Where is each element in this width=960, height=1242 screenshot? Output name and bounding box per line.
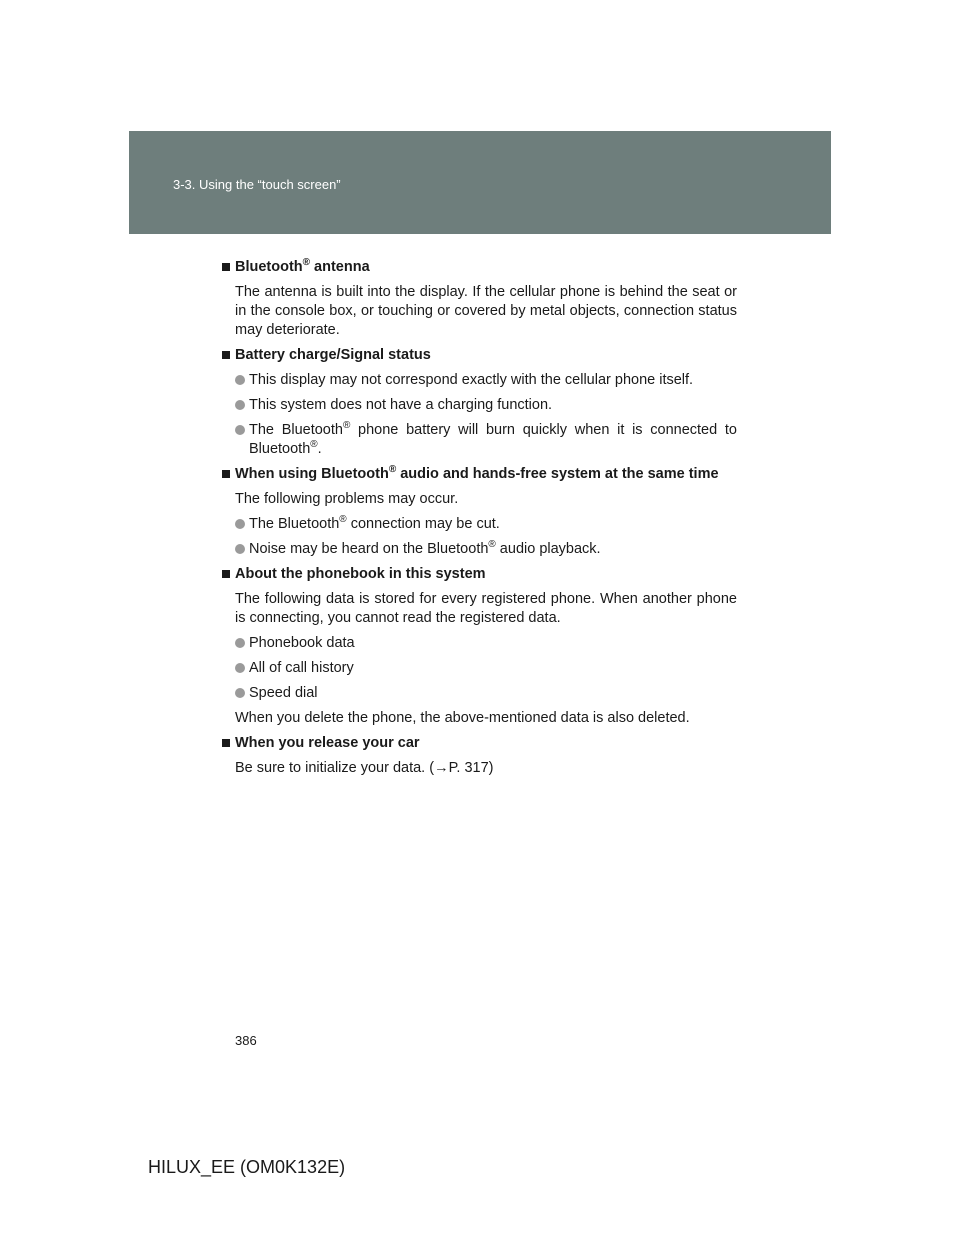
paragraph: Be sure to initialize your data. (→P. 317) bbox=[235, 760, 494, 776]
circle-bullet-icon bbox=[235, 519, 245, 529]
page-content bbox=[222, 258, 737, 784]
section-title-simultaneous-use: When using Bluetooth® audio and hands-free system at the same time bbox=[222, 465, 737, 484]
bullet-item: The Bluetooth® connection may be cut. bbox=[235, 515, 737, 534]
circle-bullet-icon bbox=[235, 544, 245, 554]
bullet-item: Speed dial bbox=[235, 684, 737, 703]
circle-bullet-icon bbox=[235, 688, 245, 698]
section-title-battery-signal: Battery charge/Signal status bbox=[222, 346, 737, 365]
page-number: 386 bbox=[235, 1033, 257, 1048]
square-bullet-icon bbox=[222, 351, 230, 359]
square-bullet-icon bbox=[222, 739, 230, 747]
paragraph: The antenna is built into the display. If the cellular phone is behind the seat or in the console box, or touching or covered by metal objects, connection status may deteriorate. bbox=[235, 284, 737, 338]
section-title-bluetooth-antenna: Bluetooth® antenna bbox=[222, 258, 737, 277]
bullet-item: Noise may be heard on the Bluetooth® audio playback. bbox=[235, 540, 737, 559]
bullet-item: Phonebook data bbox=[235, 634, 737, 653]
paragraph: The following data is stored for every registered phone. When another phone is connecting, you cannot read the registered data. bbox=[235, 591, 737, 626]
bullet-item: This display may not correspond exactly with the cellular phone itself. bbox=[235, 371, 737, 390]
square-bullet-icon bbox=[222, 570, 230, 578]
circle-bullet-icon bbox=[235, 638, 245, 648]
section-header-bar bbox=[129, 131, 831, 234]
bullet-item: This system does not have a charging function. bbox=[235, 396, 737, 415]
bullet-item: All of call history bbox=[235, 659, 737, 678]
document-code: HILUX_EE (OM0K132E) bbox=[148, 1157, 346, 1177]
circle-bullet-icon bbox=[235, 375, 245, 385]
paragraph: When you delete the phone, the above-mentioned data is also deleted. bbox=[235, 710, 690, 726]
section-title-phonebook: About the phonebook in this system bbox=[222, 565, 737, 584]
circle-bullet-icon bbox=[235, 663, 245, 673]
square-bullet-icon bbox=[222, 470, 230, 478]
square-bullet-icon bbox=[222, 263, 230, 271]
circle-bullet-icon bbox=[235, 400, 245, 410]
circle-bullet-icon bbox=[235, 425, 245, 435]
arrow-right-icon: → bbox=[434, 760, 449, 776]
bullet-item: The Bluetooth® phone battery will burn quickly when it is connected to Bluetooth®. bbox=[235, 421, 737, 459]
section-header-title: 3-3. Using the “touch screen” bbox=[173, 177, 341, 192]
paragraph: The following problems may occur. bbox=[235, 491, 459, 507]
section-title-release-car: When you release your car bbox=[222, 734, 737, 753]
page-reference-link[interactable]: P. 317) bbox=[448, 760, 494, 776]
